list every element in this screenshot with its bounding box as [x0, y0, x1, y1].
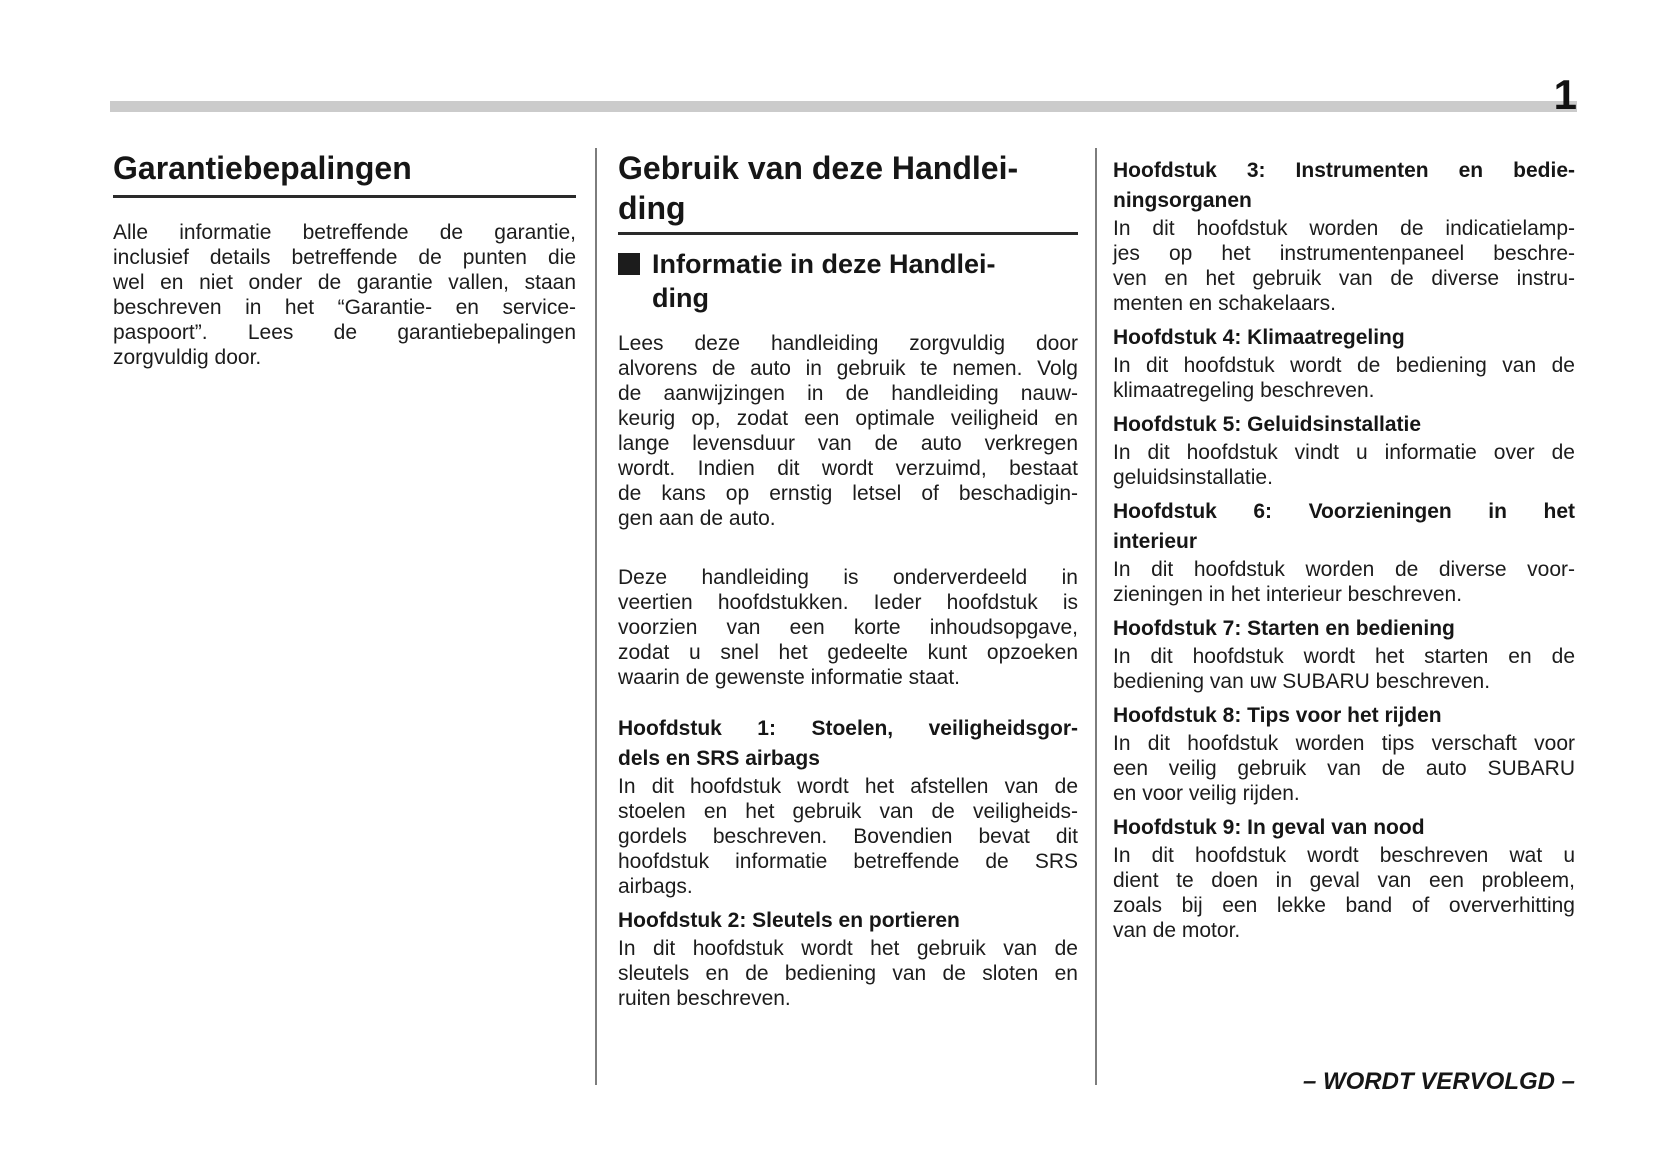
information-subsection-title — [618, 247, 1078, 315]
chapter-entry-7 — [1113, 614, 1575, 694]
structure-paragraph: Deze handleiding is onderverdeeld in veertien hoofdstukken. Ieder hoofdstuk is voorzien van een korte inhoudsopgave, zodat u snel het gedeelte kunt opzoeken waarin de gewenste informatie staat. — [618, 566, 1078, 689]
header-rule — [110, 101, 1577, 112]
usage-title: Gebruik van deze Handlei- ding — [618, 150, 1019, 226]
warranty-paragraph: Alle informatie betreffende de garantie, inclusief details betreffende de punten die wel en niet onder de garantie vallen, staan beschreven in het “Garantie- en service- paspoort”. Lees de garantiebepalingen zorgvuldig door. — [113, 221, 576, 369]
chapter-entry-6 — [1113, 497, 1575, 607]
square-bullet-icon — [618, 253, 640, 275]
chapter-description: In dit hoofdstuk wordt de bediening van de klimaatregeling beschreven. — [1113, 354, 1575, 402]
chapter-heading: Hoofdstuk 8: Tips voor het rijden — [1113, 704, 1442, 727]
continued-footer: – WORDT VERVOLGD – — [1302, 1068, 1575, 1095]
warranty-column — [113, 148, 576, 370]
column-divider-left — [595, 148, 597, 1085]
chapter-heading: Hoofdstuk 5: Geluidsinstallatie — [1113, 413, 1422, 436]
warranty-title: Garantiebepalingen — [113, 150, 412, 186]
page-number: 1 — [1553, 71, 1577, 118]
chapter-description: In dit hoofdstuk wordt het gebruik van de sleutels en de bediening van de sloten en ruiten beschreven. — [618, 937, 1078, 1010]
subsection-title-text: Informatie in deze Handlei- ding — [652, 249, 996, 313]
manual-usage-column — [618, 148, 1078, 1011]
chapter-entry-3 — [1113, 156, 1575, 316]
title-underline — [113, 195, 576, 198]
chapter-heading: Hoofdstuk 4: Klimaatregeling — [1113, 326, 1405, 349]
chapter-entry-2 — [618, 906, 1078, 1011]
chapter-entry-1 — [618, 714, 1078, 899]
chapter-entry-5 — [1113, 410, 1575, 490]
chapter-heading: Hoofdstuk 6: Voorzieningen in het interieur — [1113, 500, 1575, 553]
chapter-description: In dit hoofdstuk wordt het starten en de bediening van uw SUBARU beschreven. — [1113, 645, 1575, 693]
chapter-description: In dit hoofdstuk worden de indicatielamp- jes op het instrumentenpaneel beschre- ven en het gebruik van de diverse instru- menten en schakelaars. — [1113, 217, 1575, 315]
chapter-heading: Hoofdstuk 3: Instrumenten en bedie- ningsorganen — [1113, 159, 1575, 212]
usage-paragraph: Lees deze handleiding zorgvuldig door alvorens de auto in gebruik te nemen. Volg de aanwijzingen in de handleiding nauw- keurig op, zodat een optimale veiligheid en lange levensduur van de auto verkregen wordt. Indien dit wordt verzuimd, bestaat de kans op ernstig letsel of beschadigin- gen aan de auto. — [618, 332, 1078, 530]
chapter-heading: Hoofdstuk 7: Starten en bediening — [1113, 617, 1455, 640]
chapter-heading: Hoofdstuk 9: In geval van nood — [1113, 816, 1425, 839]
column-divider-right — [1095, 148, 1097, 1085]
chapter-description: In dit hoofdstuk vindt u informatie over de geluidsinstallatie. — [1113, 441, 1575, 489]
chapter-entry-4 — [1113, 323, 1575, 403]
chapter-heading: Hoofdstuk 2: Sleutels en portieren — [618, 909, 960, 932]
title-underline — [618, 232, 1078, 235]
chapter-description: In dit hoofdstuk worden tips verschaft voor een veilig gebruik van de auto SUBARU en voor veilig rijden. — [1113, 732, 1575, 805]
chapter-description: In dit hoofdstuk wordt beschreven wat u dient te doen in geval van een probleem, zoals bij een lekke band of oververhitting van de motor. — [1113, 844, 1575, 942]
chapter-description: In dit hoofdstuk wordt het afstellen van de stoelen en het gebruik van de veiligheids- gordels beschreven. Bovendien bevat dit hoofdstuk informatie betreffende de SRS airbags. — [618, 775, 1078, 898]
chapter-description: In dit hoofdstuk worden de diverse voor- zieningen in het interieur beschreven. — [1113, 558, 1575, 606]
chapter-entry-9 — [1113, 813, 1575, 943]
chapter-entry-8 — [1113, 701, 1575, 806]
chapter-heading: Hoofdstuk 1: Stoelen, veiligheidsgor- dels en SRS airbags — [618, 717, 1078, 770]
chapters-column — [1113, 148, 1575, 943]
